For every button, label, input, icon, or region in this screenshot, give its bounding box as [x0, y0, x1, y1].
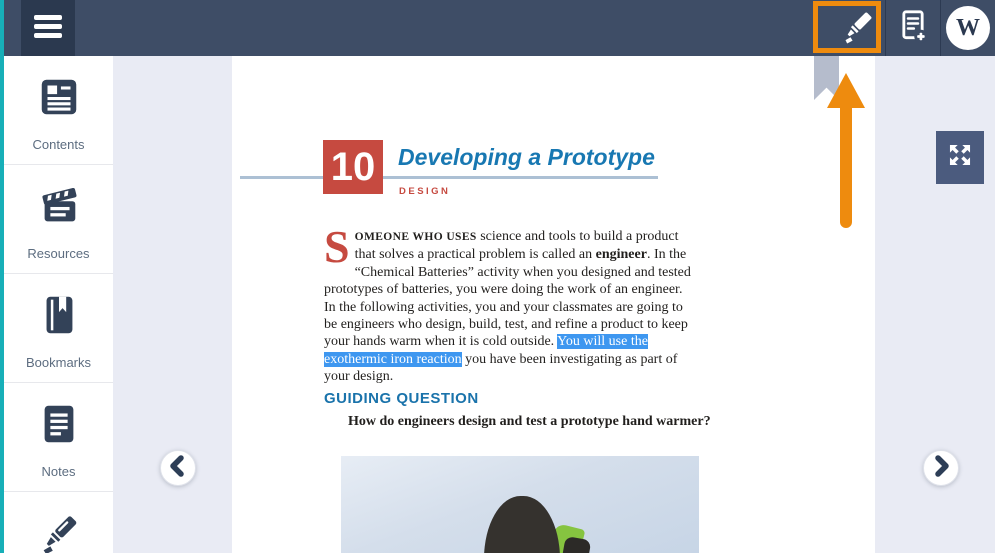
brand-button[interactable] — [941, 0, 995, 56]
sidebar-item-label: Resources — [27, 246, 90, 261]
brand-logo — [946, 6, 990, 50]
dropcap: S — [324, 221, 350, 272]
book-page — [232, 56, 875, 553]
chapter-rule — [240, 176, 658, 179]
menu-button[interactable] — [21, 0, 75, 56]
sidebar-item-highlight[interactable] — [4, 492, 113, 553]
toolbar-right-group — [831, 0, 995, 56]
highlighted-selection: You will use the exothermic iron reaction — [324, 334, 648, 367]
hamburger-icon — [32, 10, 64, 47]
sidebar-item-label: Bookmarks — [25, 355, 92, 370]
note-add-icon — [893, 6, 933, 51]
chapter-title: Developing a Prototype — [398, 144, 655, 170]
chevron-left-icon — [160, 448, 196, 489]
sidebar-item-resources[interactable] — [4, 165, 113, 274]
chapter-category: DESIGN — [399, 186, 451, 197]
reader-area — [113, 56, 995, 553]
guiding-question-heading: GUIDING QUESTION — [324, 390, 479, 407]
paragraph-text: you have been investigating as part of your design. — [324, 351, 678, 385]
expand-icon — [943, 138, 977, 177]
sidebar-item-label: Contents — [32, 137, 85, 152]
highlighter-icon — [838, 6, 878, 51]
paragraph-text: . In the “Chemical Batteries” activity when you designed and tested prototypes of batteries, you were doing the work of an engineer. In the following activities, you and your classmates are going to be engineers who design, build, test, and refine a product to keep your hands warm when it is cold outside. — [324, 247, 691, 350]
sidebar — [4, 56, 113, 553]
photo-beanie-hat — [484, 496, 560, 553]
sidebar-item-bookmarks[interactable] — [4, 274, 113, 383]
left-edge-accent — [0, 0, 4, 553]
previous-page-button[interactable] — [160, 450, 196, 486]
resources-icon — [36, 183, 82, 234]
paragraph-text: science and tools to build a product that solves a practical problem is called an — [354, 229, 679, 263]
sidebar-item-contents[interactable] — [4, 56, 113, 165]
bold-term: engineer — [595, 247, 647, 263]
lead-small-caps: OMEONE WHO USES — [354, 231, 477, 243]
next-page-button[interactable] — [923, 450, 959, 486]
contents-icon — [36, 74, 82, 125]
sidebar-item-label: Notes — [41, 464, 76, 479]
highlighter-button[interactable] — [831, 0, 885, 56]
bookmarks-icon — [36, 292, 82, 343]
fullscreen-button[interactable] — [936, 131, 984, 184]
highlighter-icon — [36, 510, 82, 553]
chapter-number: 10 — [330, 144, 376, 189]
brand-letter: W — [956, 14, 980, 41]
chapter-number-badge — [323, 140, 383, 194]
chapter-paragraph — [324, 221, 696, 386]
sidebar-item-notes[interactable] — [4, 383, 113, 492]
guiding-question-text: How do engineers design and test a prototype hand warmer? — [348, 414, 711, 429]
add-note-button[interactable] — [886, 0, 940, 56]
top-toolbar — [0, 0, 995, 56]
snow-scene-photo — [341, 456, 699, 553]
bookmark-ribbon[interactable] — [814, 56, 839, 100]
notes-icon — [36, 401, 82, 452]
chevron-right-icon — [923, 448, 959, 489]
